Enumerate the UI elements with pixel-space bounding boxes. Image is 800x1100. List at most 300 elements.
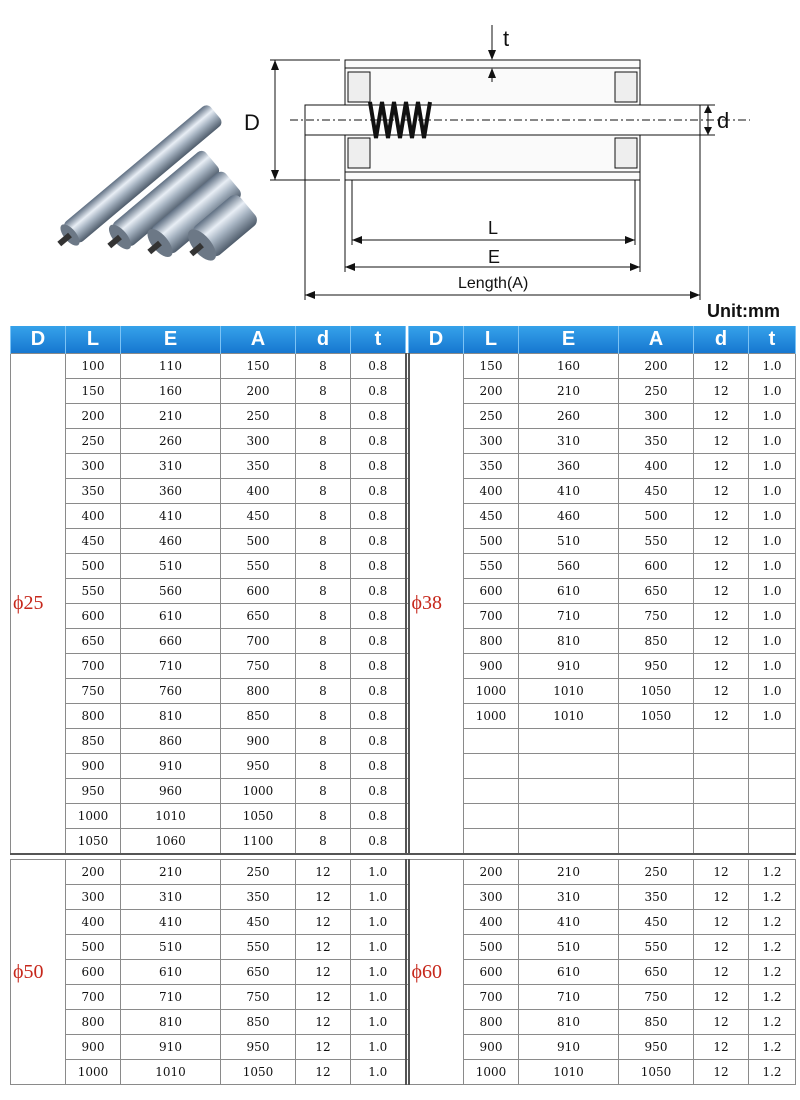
table-cell: 12 xyxy=(694,654,749,679)
table-cell xyxy=(519,754,619,779)
column-separator xyxy=(406,729,409,754)
table-cell xyxy=(519,829,619,855)
column-header: d xyxy=(694,326,749,354)
table-cell: 1.0 xyxy=(749,629,796,654)
table-cell: 1.2 xyxy=(749,910,796,935)
table-cell: 250 xyxy=(221,404,296,429)
table-cell: 1.2 xyxy=(749,860,796,885)
table-cell: 510 xyxy=(121,554,221,579)
table-cell: 800 xyxy=(464,1010,519,1035)
table-cell xyxy=(464,754,519,779)
table-cell: 450 xyxy=(66,529,121,554)
table-row xyxy=(11,960,796,985)
table-cell: 950 xyxy=(619,1035,694,1060)
table-cell: 300 xyxy=(66,885,121,910)
table-cell: 160 xyxy=(519,354,619,379)
table-cell: 650 xyxy=(221,604,296,629)
column-separator xyxy=(406,404,409,429)
table-cell: 8 xyxy=(296,729,351,754)
table-cell: 0.8 xyxy=(351,804,406,829)
table-cell: 950 xyxy=(221,754,296,779)
table-row xyxy=(11,404,796,429)
table-cell: 12 xyxy=(694,860,749,885)
table-cell: 8 xyxy=(296,579,351,604)
table-cell xyxy=(694,729,749,754)
table-cell: 8 xyxy=(296,404,351,429)
table-cell: 500 xyxy=(464,935,519,960)
table-cell: 910 xyxy=(121,1035,221,1060)
table-cell: 12 xyxy=(694,935,749,960)
table-cell: 750 xyxy=(619,604,694,629)
table-row xyxy=(11,429,796,454)
table-cell: 800 xyxy=(464,629,519,654)
table-cell: 650 xyxy=(619,960,694,985)
table-row xyxy=(11,479,796,504)
table-cell: 12 xyxy=(694,454,749,479)
table-cell: 460 xyxy=(121,529,221,554)
roller-spec-table xyxy=(10,326,796,1085)
column-separator xyxy=(406,779,409,804)
table-cell: 910 xyxy=(519,1035,619,1060)
table-cell: 1.0 xyxy=(749,679,796,704)
table-cell: 750 xyxy=(619,985,694,1010)
table-cell: 12 xyxy=(694,404,749,429)
table-cell: 560 xyxy=(121,579,221,604)
table-cell: 860 xyxy=(121,729,221,754)
table-cell: 8 xyxy=(296,779,351,804)
table-cell: 8 xyxy=(296,479,351,504)
table-cell: 1.0 xyxy=(749,354,796,379)
column-separator xyxy=(406,629,409,654)
table-cell: 650 xyxy=(221,960,296,985)
table-cell: 1.0 xyxy=(749,504,796,529)
table-cell: 750 xyxy=(66,679,121,704)
table-cell: 500 xyxy=(66,935,121,960)
table-cell xyxy=(749,779,796,804)
table-cell: 12 xyxy=(694,985,749,1010)
table-cell: 800 xyxy=(66,704,121,729)
table-row xyxy=(11,379,796,404)
table-cell: 250 xyxy=(619,379,694,404)
table-row xyxy=(11,829,796,855)
table-cell: 8 xyxy=(296,604,351,629)
table-cell: 1050 xyxy=(619,1060,694,1085)
table-cell: 12 xyxy=(296,1060,351,1085)
table-cell: 300 xyxy=(619,404,694,429)
roller-dimension-diagram xyxy=(230,20,790,305)
table-cell: 1.0 xyxy=(749,604,796,629)
column-header: E xyxy=(121,326,221,354)
table-cell: 1.0 xyxy=(351,960,406,985)
table-header-row xyxy=(11,326,796,354)
table-cell: 12 xyxy=(296,1035,351,1060)
table-row xyxy=(11,504,796,529)
table-cell: 12 xyxy=(694,910,749,935)
table-cell xyxy=(519,729,619,754)
table-cell: 800 xyxy=(221,679,296,704)
column-separator xyxy=(406,579,409,604)
table-cell: 1.0 xyxy=(749,479,796,504)
table-cell: 8 xyxy=(296,454,351,479)
table-cell: 950 xyxy=(221,1035,296,1060)
table-cell: 1.0 xyxy=(749,554,796,579)
table-cell: 600 xyxy=(221,579,296,604)
column-separator xyxy=(406,679,409,704)
table-cell: 850 xyxy=(619,629,694,654)
dim-label-E: E xyxy=(488,247,501,267)
table-cell: 500 xyxy=(221,529,296,554)
table-row xyxy=(11,910,796,935)
table-cell: 1.0 xyxy=(749,454,796,479)
column-separator xyxy=(406,910,409,935)
table-cell: 1.0 xyxy=(749,654,796,679)
table-cell: 8 xyxy=(296,704,351,729)
table-cell: 0.8 xyxy=(351,379,406,404)
table-cell: 8 xyxy=(296,429,351,454)
diameter-label: ϕ38 xyxy=(409,354,464,855)
column-header: A xyxy=(221,326,296,354)
table-cell: 210 xyxy=(121,404,221,429)
table-cell: 700 xyxy=(464,985,519,1010)
table-cell: 850 xyxy=(221,704,296,729)
column-separator xyxy=(406,604,409,629)
dim-label-t: t xyxy=(503,26,510,51)
table-cell: 1000 xyxy=(464,704,519,729)
table-cell: 560 xyxy=(519,554,619,579)
column-separator xyxy=(406,960,409,985)
table-cell: 8 xyxy=(296,679,351,704)
column-separator xyxy=(406,554,409,579)
table-cell: 0.8 xyxy=(351,654,406,679)
table-cell: 410 xyxy=(121,910,221,935)
table-cell xyxy=(519,779,619,804)
table-cell: 900 xyxy=(464,654,519,679)
table-cell: 8 xyxy=(296,529,351,554)
table-cell: 1010 xyxy=(519,1060,619,1085)
table-cell: 200 xyxy=(66,860,121,885)
table-cell: 8 xyxy=(296,804,351,829)
table-cell: 0.8 xyxy=(351,429,406,454)
column-separator xyxy=(406,504,409,529)
table-cell: 12 xyxy=(694,504,749,529)
table-cell: 1.2 xyxy=(749,885,796,910)
column-header: L xyxy=(66,326,121,354)
column-separator xyxy=(406,935,409,960)
table-cell: 650 xyxy=(66,629,121,654)
column-separator xyxy=(406,1035,409,1060)
table-cell xyxy=(619,829,694,855)
table-cell xyxy=(749,804,796,829)
table-cell: 1.0 xyxy=(749,379,796,404)
table-cell: 0.8 xyxy=(351,729,406,754)
table-cell: 8 xyxy=(296,754,351,779)
table-cell: 750 xyxy=(221,985,296,1010)
table-cell: 8 xyxy=(296,379,351,404)
table-cell xyxy=(694,754,749,779)
table-cell: 250 xyxy=(221,860,296,885)
column-separator xyxy=(406,529,409,554)
table-cell: 850 xyxy=(619,1010,694,1035)
unit-label: Unit:mm xyxy=(707,301,780,321)
table-cell: 200 xyxy=(464,860,519,885)
table-cell: 950 xyxy=(619,654,694,679)
table-cell: 650 xyxy=(619,579,694,604)
table-cell: 760 xyxy=(121,679,221,704)
column-separator xyxy=(406,1010,409,1035)
table-cell: 910 xyxy=(519,654,619,679)
table-cell: 700 xyxy=(464,604,519,629)
table-cell: 600 xyxy=(66,604,121,629)
table-cell: 450 xyxy=(464,504,519,529)
column-separator xyxy=(406,429,409,454)
table-cell: 100 xyxy=(66,354,121,379)
table-cell: 0.8 xyxy=(351,679,406,704)
table-cell: 810 xyxy=(121,1010,221,1035)
table-cell: 150 xyxy=(464,354,519,379)
table-cell: 500 xyxy=(464,529,519,554)
table-row xyxy=(11,1035,796,1060)
diameter-label: ϕ50 xyxy=(11,860,66,1085)
table-cell: 12 xyxy=(694,1010,749,1035)
table-cell: 1060 xyxy=(121,829,221,855)
table-cell: 400 xyxy=(464,910,519,935)
table-row xyxy=(11,679,796,704)
table-cell xyxy=(694,829,749,855)
table-cell: 8 xyxy=(296,354,351,379)
table-cell: 510 xyxy=(121,935,221,960)
table-cell: 150 xyxy=(221,354,296,379)
table-cell: 550 xyxy=(619,529,694,554)
table-cell: 300 xyxy=(66,454,121,479)
table-cell: 600 xyxy=(619,554,694,579)
table-cell xyxy=(619,729,694,754)
table-cell: 850 xyxy=(66,729,121,754)
table-row xyxy=(11,860,796,885)
table-cell: 810 xyxy=(519,1010,619,1035)
column-separator xyxy=(406,1060,409,1085)
table-cell: 0.8 xyxy=(351,629,406,654)
table-cell xyxy=(749,729,796,754)
table-cell: 610 xyxy=(121,960,221,985)
table-cell: 700 xyxy=(221,629,296,654)
table-row xyxy=(11,1060,796,1085)
table-row xyxy=(11,629,796,654)
table-cell: 12 xyxy=(296,985,351,1010)
table-cell xyxy=(694,779,749,804)
table-cell: 12 xyxy=(694,604,749,629)
table-cell: 1.0 xyxy=(351,1060,406,1085)
column-header: t xyxy=(351,326,406,354)
table-cell: 550 xyxy=(221,935,296,960)
table-cell: 200 xyxy=(619,354,694,379)
table-cell: 150 xyxy=(66,379,121,404)
table-cell: 1.0 xyxy=(749,404,796,429)
table-cell: 1.0 xyxy=(749,579,796,604)
table-cell xyxy=(619,804,694,829)
table-cell xyxy=(464,829,519,855)
table-cell: 360 xyxy=(121,479,221,504)
table-cell: 12 xyxy=(694,579,749,604)
table-cell: 200 xyxy=(464,379,519,404)
table-cell: 1000 xyxy=(221,779,296,804)
table-cell: 250 xyxy=(619,860,694,885)
table-row xyxy=(11,579,796,604)
table-cell: 12 xyxy=(694,429,749,454)
table-cell: 0.8 xyxy=(351,354,406,379)
table-cell xyxy=(464,779,519,804)
table-row xyxy=(11,554,796,579)
table-cell: 550 xyxy=(619,935,694,960)
table-cell: 400 xyxy=(66,910,121,935)
table-cell: 0.8 xyxy=(351,829,406,855)
table-cell: 1050 xyxy=(619,704,694,729)
table-cell: 1000 xyxy=(66,1060,121,1085)
column-separator xyxy=(406,379,409,404)
table-row xyxy=(11,454,796,479)
table-cell: 1010 xyxy=(519,704,619,729)
table-row xyxy=(11,985,796,1010)
table-cell: 710 xyxy=(519,604,619,629)
table-cell: 800 xyxy=(66,1010,121,1035)
table-cell: 550 xyxy=(221,554,296,579)
table-cell: 350 xyxy=(66,479,121,504)
table-cell: 700 xyxy=(66,985,121,1010)
table-cell: 210 xyxy=(519,860,619,885)
column-separator xyxy=(406,704,409,729)
table-cell: 1.0 xyxy=(749,429,796,454)
table-cell: 12 xyxy=(296,860,351,885)
column-header: A xyxy=(619,326,694,354)
table-cell: 710 xyxy=(519,985,619,1010)
column-separator xyxy=(406,985,409,1010)
table-cell: 410 xyxy=(519,479,619,504)
column-header: E xyxy=(519,326,619,354)
table-cell: 12 xyxy=(694,1060,749,1085)
table-cell xyxy=(619,779,694,804)
table-cell: 12 xyxy=(694,479,749,504)
table-cell: 510 xyxy=(519,935,619,960)
table-cell: 900 xyxy=(66,754,121,779)
table-cell: 12 xyxy=(694,960,749,985)
table-cell: 8 xyxy=(296,554,351,579)
table-cell: 1.0 xyxy=(749,529,796,554)
table-cell: 1.2 xyxy=(749,1010,796,1035)
table-cell: 610 xyxy=(519,960,619,985)
table-cell: 12 xyxy=(694,885,749,910)
table-cell: 12 xyxy=(694,629,749,654)
table-cell: 710 xyxy=(121,654,221,679)
table-cell: 410 xyxy=(121,504,221,529)
table-row xyxy=(11,885,796,910)
table-cell: 0.8 xyxy=(351,779,406,804)
table-cell: 300 xyxy=(464,885,519,910)
table-row xyxy=(11,1010,796,1035)
table-cell: 250 xyxy=(464,404,519,429)
table-cell: 12 xyxy=(694,354,749,379)
table-cell: 450 xyxy=(221,910,296,935)
table-cell: 910 xyxy=(121,754,221,779)
table-cell: 600 xyxy=(464,960,519,985)
table-cell: 810 xyxy=(121,704,221,729)
table-cell: 310 xyxy=(519,885,619,910)
table-row xyxy=(11,729,796,754)
column-separator xyxy=(406,885,409,910)
table-cell xyxy=(464,729,519,754)
table-cell: 850 xyxy=(221,1010,296,1035)
table-cell: 8 xyxy=(296,504,351,529)
table-cell xyxy=(749,754,796,779)
dim-label-A: Length(A) xyxy=(458,275,529,292)
column-header: D xyxy=(409,326,464,354)
table-cell: 0.8 xyxy=(351,754,406,779)
table-cell: 350 xyxy=(619,885,694,910)
table-cell: 12 xyxy=(296,1010,351,1035)
table-cell: 260 xyxy=(519,404,619,429)
table-cell: 400 xyxy=(464,479,519,504)
column-header: t xyxy=(749,326,796,354)
table-cell: 0.8 xyxy=(351,704,406,729)
table-cell xyxy=(519,804,619,829)
table-cell: 200 xyxy=(66,404,121,429)
table-cell: 0.8 xyxy=(351,479,406,504)
table-cell: 12 xyxy=(694,379,749,404)
table-cell: 12 xyxy=(296,935,351,960)
table-cell: 210 xyxy=(519,379,619,404)
table-cell: 1.0 xyxy=(351,985,406,1010)
table-cell: 110 xyxy=(121,354,221,379)
table-cell: 450 xyxy=(619,479,694,504)
table-cell: 400 xyxy=(66,504,121,529)
table-cell: 1.2 xyxy=(749,1035,796,1060)
table-row xyxy=(11,754,796,779)
table-cell: 0.8 xyxy=(351,579,406,604)
table-cell: 350 xyxy=(221,885,296,910)
table-cell: 210 xyxy=(121,860,221,885)
column-separator xyxy=(406,454,409,479)
table-cell: 350 xyxy=(221,454,296,479)
table-cell: 1000 xyxy=(464,679,519,704)
column-separator xyxy=(406,754,409,779)
table-cell: 500 xyxy=(619,504,694,529)
table-cell: 12 xyxy=(296,910,351,935)
table-cell: 310 xyxy=(121,454,221,479)
table-cell: 950 xyxy=(66,779,121,804)
table-cell: 550 xyxy=(464,554,519,579)
table-cell: 1050 xyxy=(221,1060,296,1085)
table-cell: 510 xyxy=(519,529,619,554)
table-cell: 450 xyxy=(221,504,296,529)
table-cell: 700 xyxy=(66,654,121,679)
table-cell: 1.2 xyxy=(749,985,796,1010)
table-cell: 8 xyxy=(296,654,351,679)
table-cell xyxy=(619,754,694,779)
dim-label-D: D xyxy=(244,110,260,135)
table-cell: 0.8 xyxy=(351,404,406,429)
table-cell: 500 xyxy=(66,554,121,579)
table-cell: 610 xyxy=(121,604,221,629)
table-cell: 1.0 xyxy=(351,885,406,910)
column-header: L xyxy=(464,326,519,354)
table-cell: 710 xyxy=(121,985,221,1010)
table-cell: 1.0 xyxy=(749,704,796,729)
table-cell: 1.2 xyxy=(749,935,796,960)
table-cell: 1010 xyxy=(519,679,619,704)
table-cell: 450 xyxy=(619,910,694,935)
table-row xyxy=(11,804,796,829)
table-row xyxy=(11,529,796,554)
table-cell: 12 xyxy=(694,1035,749,1060)
table-cell: 310 xyxy=(519,429,619,454)
